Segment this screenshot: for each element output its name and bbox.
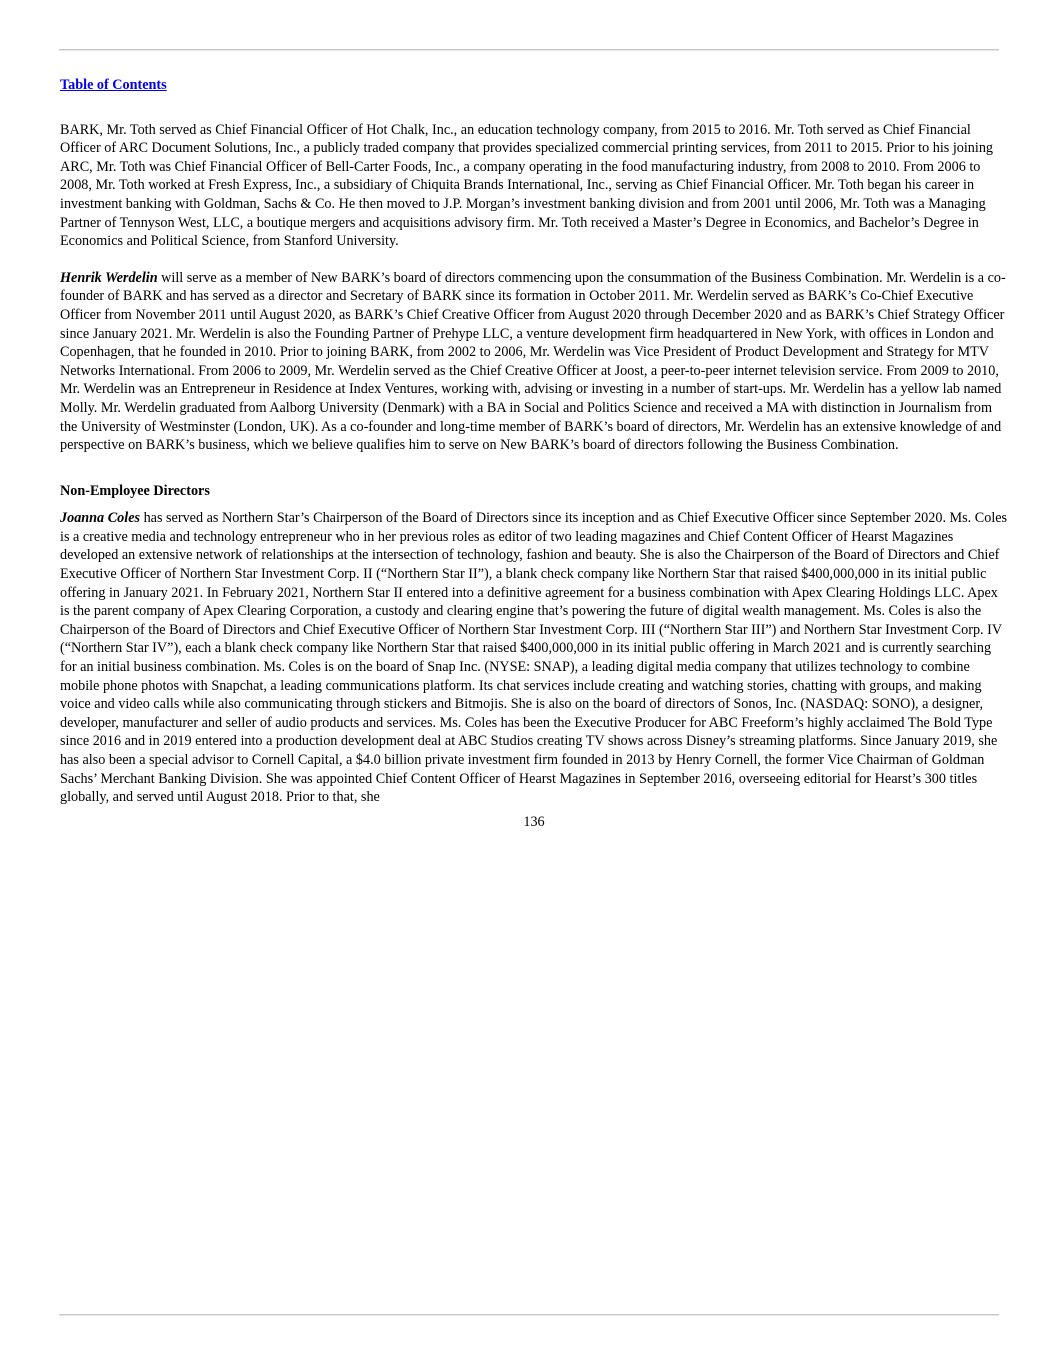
coles-name: Joanna Coles [60, 510, 141, 527]
page-number: 136 [523, 813, 545, 830]
section-heading-non-employee-directors: Non-Employee Directors [60, 482, 210, 499]
bottom-divider [59, 1314, 999, 1316]
toth-bio-paragraph: BARK, Mr. Toth served as Chief Financial Officer of Hot Chalk, Inc., an education technology company, from 2015 to 2016. Mr. Toth served as Chief Financial Officer of ARC Document Solutions, Inc., a publicly traded company that provides specialized commercial printing services, from 2011 to 2015. Prior to his joining ARC, Mr. Toth was Chief Financial Officer of Bell-Carter Foods, Inc., a company operating in the food manufacturing industry, from 2008 to 2010. From 2006 to 2008, Mr. Toth worked at Fresh Express, Inc., a subsidiary of Chiquita Brands International, Inc., serving as Chief Financial Officer. Mr. Toth began his career in investment banking with Goldman, Sachs & Co. He then moved to J.P. Morgan’s investment banking division and from 2001 until 2006, Mr. Toth was a Managing Partner of Tennyson West, LLC, a boutique mergers and acquisitions advisory firm. Mr. Toth received a Master’s Degree in Economics, and Bachelor’s Degree in Economics and Political Science, from Stanford University. [60, 121, 994, 250]
werdelin-name: Henrik Werdelin [60, 269, 158, 286]
werdelin-bio-text: will serve as a member of New BARK’s board of directors commencing upon the consummation of the Business Combination. Mr. Werdelin is a co-founder of BARK and has served as a director and Secretary of BARK since its formation in October 2011. Mr. Werdelin served as BARK’s Co-Chief Executive Officer from November 2011 until August 2020, as BARK’s Chief Creative Officer from August 2020 through December 2020 and as BARK’s Chief Strategy Officer since January 2021. Mr. Werdelin is also the Founding Partner of Prehype LLC, a venture development firm headquartered in New York, with offices in London and Copenhagen, that he founded in 2010. Prior to joining BARK, from 2002 to 2006, Mr. Werdelin was Vice President of Product Development and Strategy for MTV Networks International. From 2006 to 2009, Mr. Werdelin served as the Chief Creative Officer at Joost, a peer-to-peer internet television service. From 2009 to 2010, Mr. Werdelin was an Entrepreneur in Residence at Index Ventures, working with, advising or investing in a number of start-ups. Mr. Werdelin has a yellow lab named Molly. Mr. Werdelin graduated from Aalborg University (Denmark) with a BA in Social and Politics Science and received a MA with distinction in Journalism from the University of Westminster (London, UK). As a co-founder and long-time member of BARK’s board of directors, Mr. Werdelin has an extensive knowledge of and perspective on BARK’s business, which we believe qualifies him to serve on New BARK’s board of directors following the Business Combination. [60, 269, 1006, 454]
coles-bio-text: has served as Northern Star’s Chairperson of the Board of Directors since its inception and as Chief Executive Officer since September 2020. Ms. Coles is a creative media and technology entrepreneur who in her previous roles as editor of two leading magazines and Chief Content Officer of Hearst Magazines developed an extensive network of relationships at the intersection of technology, fashion and beauty. She is also the Chairperson of the Board of Directors and Chief Executive Officer of Northern Star Investment Corp. II (“Northern Star II”), a blank check company like Northern Star that raised $400,000,000 in its initial public offering in January 2021. In February 2021, Northern Star II entered into a definitive agreement for a business combination with Apex Clearing Holdings LLC. Apex is the parent company of Apex Clearing Corporation, a custody and clearing engine that’s powering the future of digital wealth management. Ms. Coles is also the Chairperson of the Board of Directors and Chief Executive Officer of Northern Star Investment Corp. III (“Northern Star III”) and Northern Star Investment Corp. IV (“Northern Star IV”), each a blank check company like Northern Star that raised $400,000,000 in its initial public offering in March 2021 and is currently searching for an initial business combination. Ms. Coles is on the board of Snap Inc. (NYSE: SNAP), a leading digital media company that utilizes technology to combine mobile phone photos with Snapchat, a leading communications platform. Its chat services include creating and watching stories, chatting with groups, and making voice and video calls while also communicating through stickers and Bitmojis. She is also on the board of directors of Sonos, Inc. (NASDAQ: SONO), a designer, developer, manufacturer and seller of audio products and services. Ms. Coles has been the Executive Producer for ABC Freeform’s highly acclaimed The Bold Type since 2016 and in 2019 entered into a production development deal at ABC Studios creating TV shows across Disney’s streaming platforms. Since January 2019, she has also been a special advisor to Cornell Capital, a $4.0 billion private investment firm founded in 2013 by Henry Cornell, the former Vice Chairman of Goldman Sachs’ Merchant Banking Division. She was appointed Chief Content Officer of Hearst Magazines in September 2016, overseeing editorial for Hearst’s 300 titles globally, and served until August 2018. Prior to that, she [60, 510, 1008, 806]
coles-bio-paragraph [60, 509, 1008, 807]
werdelin-bio-paragraph [60, 269, 1008, 455]
document-body [60, 76, 1008, 831]
top-divider [59, 49, 999, 51]
table-of-contents-link[interactable]: Table of Contents [60, 77, 167, 93]
